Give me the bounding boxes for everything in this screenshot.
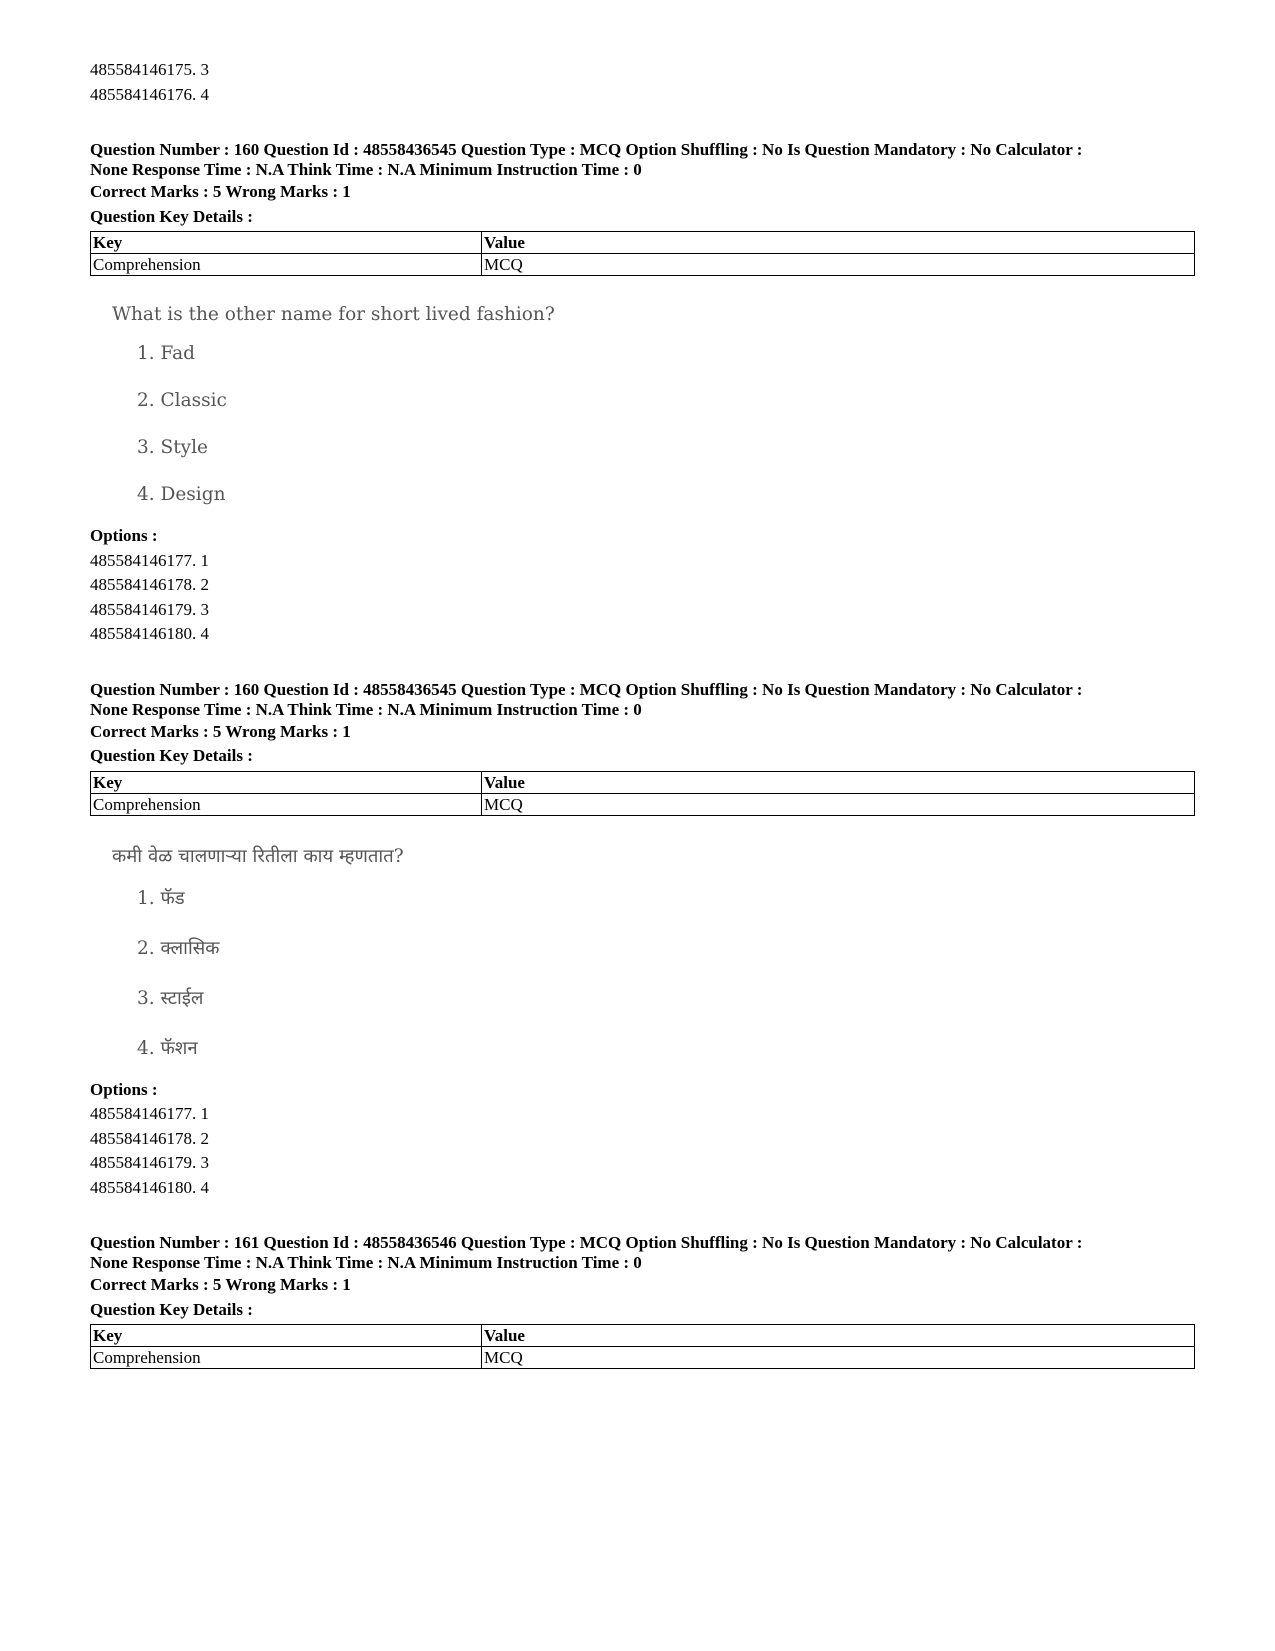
question-text: What is the other name for short lived fashion?: [112, 304, 555, 325]
option-item: 485584146177. 1: [90, 550, 209, 570]
table-header-row: [91, 232, 1195, 254]
choice-item: 2. Classic: [137, 390, 227, 411]
key-details-label: Question Key Details :: [90, 206, 253, 226]
choice-item: 1. Fad: [137, 343, 195, 364]
marks-line: Correct Marks : 5 Wrong Marks : 1: [90, 182, 351, 201]
options-label: Options :: [90, 1079, 158, 1099]
table-header-key: Key: [91, 232, 482, 254]
key-details-label: Question Key Details :: [90, 746, 253, 765]
question-image: [90, 840, 1195, 1074]
marks-line: Correct Marks : 5 Wrong Marks : 1: [90, 721, 351, 741]
table-cell-key: Comprehension: [91, 793, 482, 815]
question-block-2: [90, 680, 1195, 1201]
choice-item: 4. फॅशन: [137, 1037, 198, 1059]
table-cell-key: Comprehension: [91, 254, 482, 276]
question-text: कमी वेळ चालणाऱ्या रितीला काय म्हणतात?: [112, 845, 404, 867]
option-item: 485584146177. 1: [90, 1104, 209, 1123]
table-header-value: Value: [482, 771, 1195, 793]
table-header-value: Value: [482, 1325, 1195, 1347]
marks-line: Correct Marks : 5 Wrong Marks : 1: [90, 1275, 351, 1294]
table-header-key: Key: [91, 771, 482, 793]
table-row: [91, 793, 1195, 815]
option-item: 485584146178. 2: [90, 1128, 209, 1148]
question-meta-line-1: Question Number : 160 Question Id : 48558436545 Question Type : MCQ Option Shuffling : No Is Question Mandatory : No Calculator :: [90, 679, 1083, 699]
table-header-row: [91, 1325, 1195, 1347]
table-header-row: [91, 771, 1195, 793]
table-row: [91, 254, 1195, 276]
option-item: 485584146178. 2: [90, 575, 209, 594]
table-cell-value: MCQ: [482, 254, 1195, 276]
question-block-3: [90, 1233, 1195, 1369]
table-header-value: Value: [482, 232, 1195, 254]
table-cell-key: Comprehension: [91, 1347, 482, 1369]
table-cell-value: MCQ: [482, 793, 1195, 815]
top-options-list: [90, 58, 1195, 107]
table-cell-value: MCQ: [482, 1347, 1195, 1369]
question-image: [90, 300, 1195, 518]
question-meta-line-2: None Response Time : N.A Think Time : N.A Minimum Instruction Time : 0: [90, 699, 642, 719]
key-details-table: [90, 1324, 1195, 1369]
key-details-table: [90, 771, 1195, 816]
table-row: [91, 1347, 1195, 1369]
option-item: 485584146180. 4: [90, 624, 209, 643]
options-label: Options :: [90, 526, 158, 545]
option-item: 485584146179. 3: [90, 1153, 209, 1172]
question-block-1: [90, 140, 1195, 647]
key-details-label: Question Key Details :: [90, 1299, 253, 1319]
choice-item: 2. क्लासिक: [137, 937, 220, 959]
option-item: 485584146179. 3: [90, 599, 209, 619]
key-details-table: [90, 231, 1195, 276]
option-item: 485584146176. 4: [90, 84, 209, 104]
choice-item: 4. Design: [137, 484, 226, 505]
question-meta-line-1: Question Number : 160 Question Id : 48558436545 Question Type : MCQ Option Shuffling : No Is Question Mandatory : No Calculator :: [90, 140, 1083, 159]
option-item: 485584146180. 4: [90, 1177, 209, 1197]
document-page: [90, 58, 1195, 1369]
question-meta-line-1: Question Number : 161 Question Id : 48558436546 Question Type : MCQ Option Shuffling : No Is Question Mandatory : No Calculator :: [90, 1233, 1083, 1252]
question-meta-line-2: None Response Time : N.A Think Time : N.A Minimum Instruction Time : 0: [90, 1253, 642, 1272]
question-meta-line-2: None Response Time : N.A Think Time : N.A Minimum Instruction Time : 0: [90, 160, 642, 179]
choice-item: 3. Style: [137, 437, 208, 458]
choice-item: 3. स्टाईल: [137, 987, 204, 1009]
table-header-key: Key: [91, 1325, 482, 1347]
option-item: 485584146175. 3: [90, 60, 209, 79]
choice-item: 1. फॅड: [137, 887, 185, 909]
